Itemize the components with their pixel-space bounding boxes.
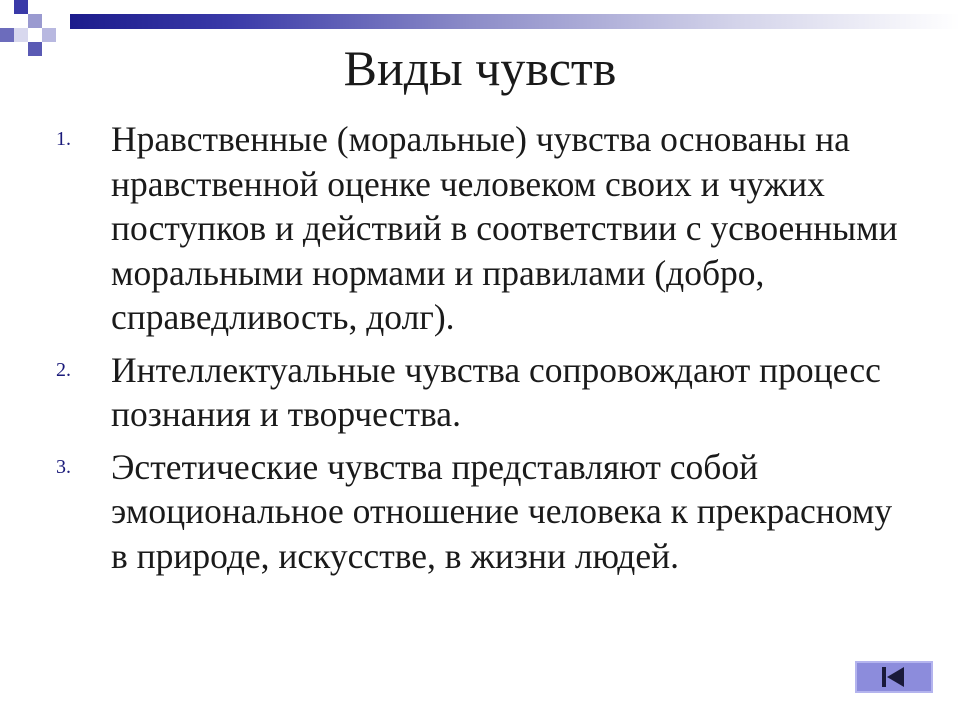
list-item xyxy=(56,348,916,437)
item-text: Нравственные (моральные) чувства основаны на нравственной оценке человеком своих и чужих поступков и действий в соответствии с усвоенными моральными нормами и правилами (добро, справедливость, долг). xyxy=(111,119,898,337)
skip-to-start-icon xyxy=(874,663,914,691)
decor-square xyxy=(28,14,42,28)
content-list xyxy=(56,117,916,586)
item-text: Интеллектуальные чувства сопровождают процесс познания и творчества. xyxy=(111,349,881,434)
item-number: 3. xyxy=(56,455,71,478)
list-item xyxy=(56,445,916,579)
item-number: 2. xyxy=(56,358,71,381)
first-slide-button[interactable] xyxy=(855,661,933,693)
decor-square xyxy=(14,0,28,14)
item-text: Эстетические чувства представляют собой эмоциональное отношение человека к прекрасному в природе, искусстве, в жизни людей. xyxy=(111,446,893,576)
list-item xyxy=(56,117,916,340)
item-number: 1. xyxy=(56,128,71,150)
slide-title: Виды чувств xyxy=(343,40,617,96)
header-band xyxy=(70,14,960,29)
